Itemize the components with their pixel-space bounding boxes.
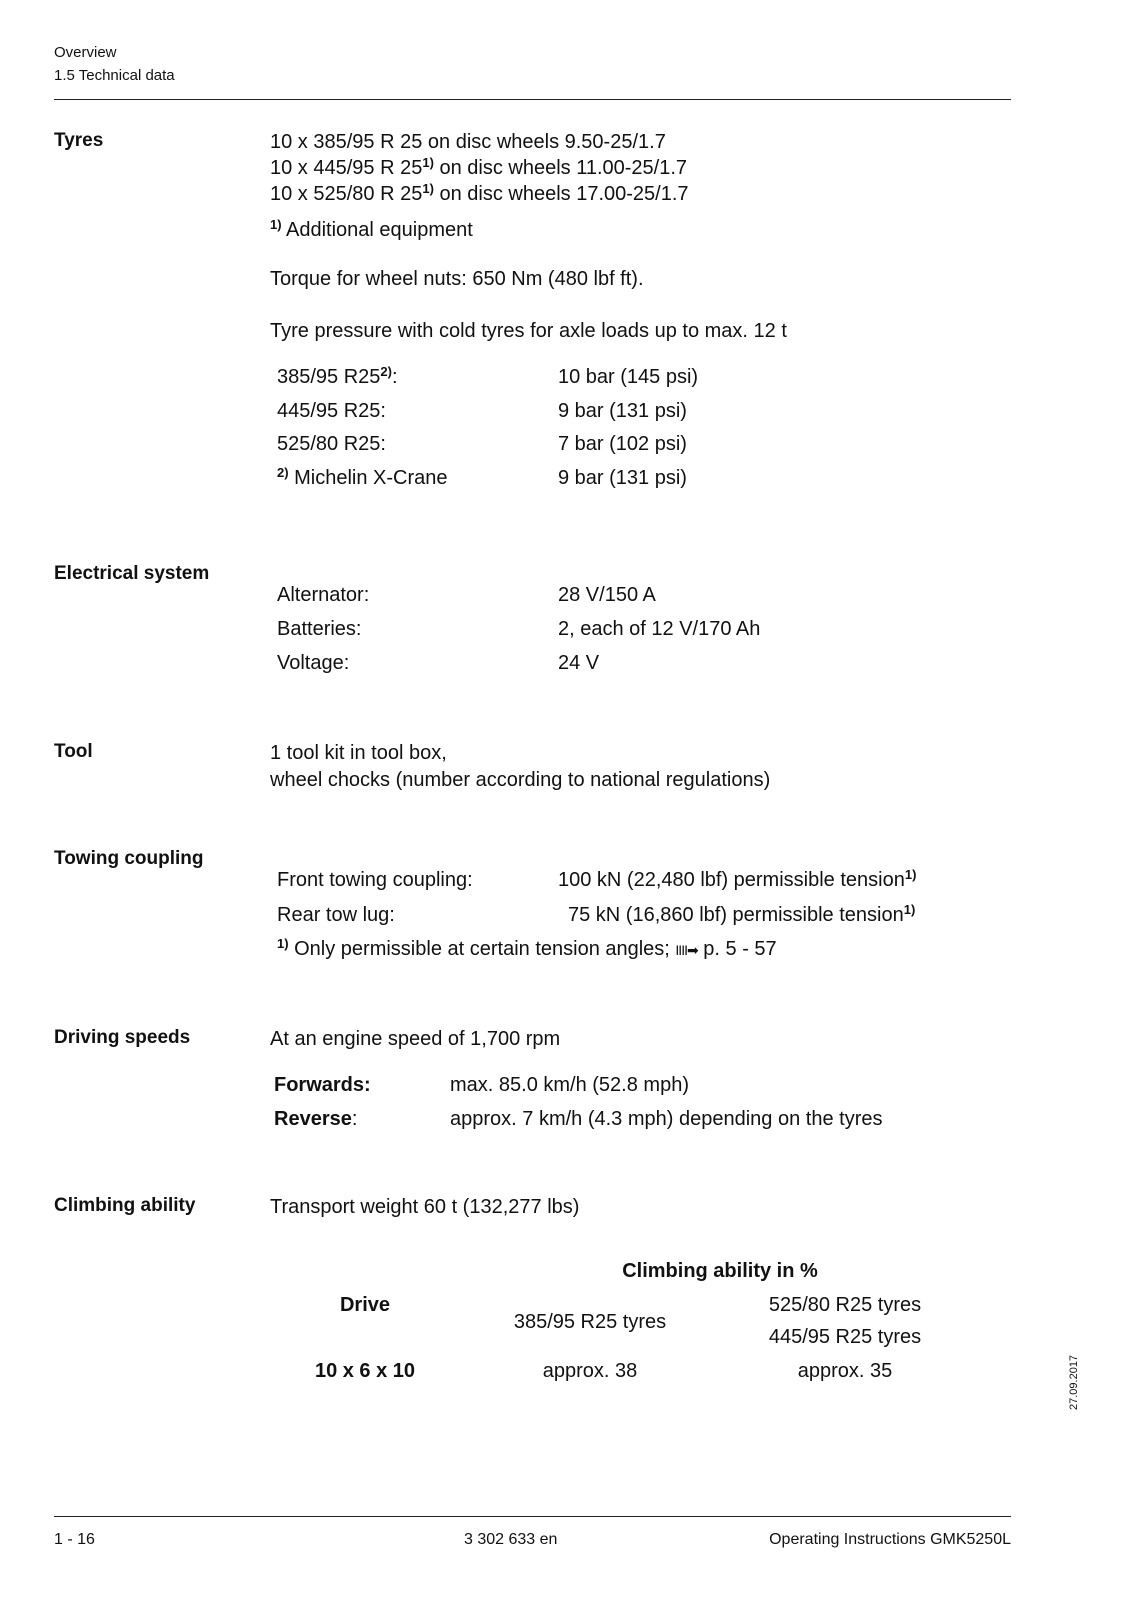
driving-value-2: approx. 7 km/h (4.3 mph) depending on the tyres (450, 1108, 883, 1130)
climbing-col-b-2: 445/95 R25 tyres (768, 1326, 922, 1348)
electrical-key-2: Batteries: (277, 618, 362, 640)
header-section: Overview (54, 44, 117, 61)
towing-value-2: 75 kN (16,860 lbf) permissible tension$^{1)}$ (568, 902, 916, 926)
footer-doc-number: 3 302 633 en (464, 1531, 558, 1548)
pressure-value-1: 10 bar (145 psi) (558, 366, 699, 388)
driving-intro: At an engine speed of 1,700 rpm (270, 1028, 561, 1050)
electrical-value-1: 28 V/150 A (558, 584, 656, 606)
side-date: 27.09.2017 (1068, 1354, 1080, 1410)
driving-label: Driving speeds (54, 1027, 191, 1048)
towing-value-1: 100 kN (22,480 lbf) permissible tension$^{1)}$ (558, 867, 917, 891)
pressure-key-2: 445/95 R25: (277, 400, 386, 422)
torque-text: Torque for wheel nuts: 650 Nm (480 lbf ft). (270, 268, 644, 290)
footer-title: Operating Instructions GMK5250L (769, 1531, 1011, 1548)
electrical-label: Electrical system (54, 563, 210, 584)
climbing-row-drive: 10 x 6 x 10 (314, 1360, 416, 1382)
tyres-line-1: 10 x 385/95 R 25 on disc wheels 9.50-25/1.7 (270, 131, 666, 153)
tool-line-2: wheel chocks (number according to national regulations) (270, 769, 771, 791)
header-rule (54, 99, 1011, 100)
driving-value-1: max. 85.0 km/h (52.8 mph) (450, 1074, 689, 1096)
climbing-row-a: approx. 38 (542, 1360, 638, 1382)
arrow-right-icon: IIII➡ (675, 942, 698, 958)
pressure-key-4: $^{2)}$ Michelin X-Crane (277, 465, 448, 489)
pressure-key-1: 385/95 R25$^{2)}$: (277, 364, 398, 388)
tyres-line-2: 10 x 445/95 R 25$^{1)}$ on disc wheels 11.00-25/1.7 (270, 155, 688, 179)
electrical-key-1: Alternator: (277, 584, 370, 606)
electrical-value-3: 24 V (558, 652, 600, 674)
pressure-value-2: 9 bar (131 psi) (558, 400, 687, 422)
towing-key-1: Front towing coupling: (277, 869, 473, 891)
climbing-col-drive: Drive (339, 1294, 391, 1316)
tyres-footnote: $^{1)}$ Additional equipment (270, 217, 473, 241)
pressure-key-3: 525/80 R25: (277, 433, 386, 455)
electrical-value-2: 2, each of 12 V/170 Ah (558, 618, 761, 640)
pressure-value-3: 7 bar (102 psi) (558, 433, 687, 455)
tyres-line-3: 10 x 525/80 R 25$^{1)}$ on disc wheels 17.00-25/1.7 (270, 181, 689, 205)
climbing-label: Climbing ability (54, 1195, 196, 1216)
climbing-col-b-1: 525/80 R25 tyres (768, 1294, 922, 1316)
climbing-col-a: 385/95 R25 tyres (513, 1311, 667, 1333)
towing-footnote: $^{1)}$ Only permissible at certain tension angles; IIII➡ p. 5 - 57 (277, 936, 777, 963)
electrical-key-3: Voltage: (277, 652, 350, 674)
pressure-value-4: 9 bar (131 psi) (558, 467, 687, 489)
climbing-table-heading: Climbing ability in % (622, 1260, 818, 1282)
climbing-row-b: approx. 35 (797, 1360, 893, 1382)
driving-key-1: Forwards: (274, 1074, 371, 1096)
tool-line-1: 1 tool kit in tool box, (270, 742, 447, 764)
climbing-intro: Transport weight 60 t (132,277 lbs) (270, 1196, 580, 1218)
pressure-intro: Tyre pressure with cold tyres for axle loads up to max. 12 t (270, 320, 787, 342)
towing-key-2: Rear tow lug: (277, 904, 395, 926)
tyres-label: Tyres (54, 130, 104, 151)
driving-key-2: Reverse: (274, 1108, 358, 1130)
footer-page-number: 1 - 16 (54, 1531, 95, 1548)
tool-label: Tool (54, 741, 93, 762)
towing-label: Towing coupling (54, 848, 204, 869)
footer-rule (54, 1516, 1011, 1517)
header-subsection: 1.5 Technical data (54, 67, 175, 84)
